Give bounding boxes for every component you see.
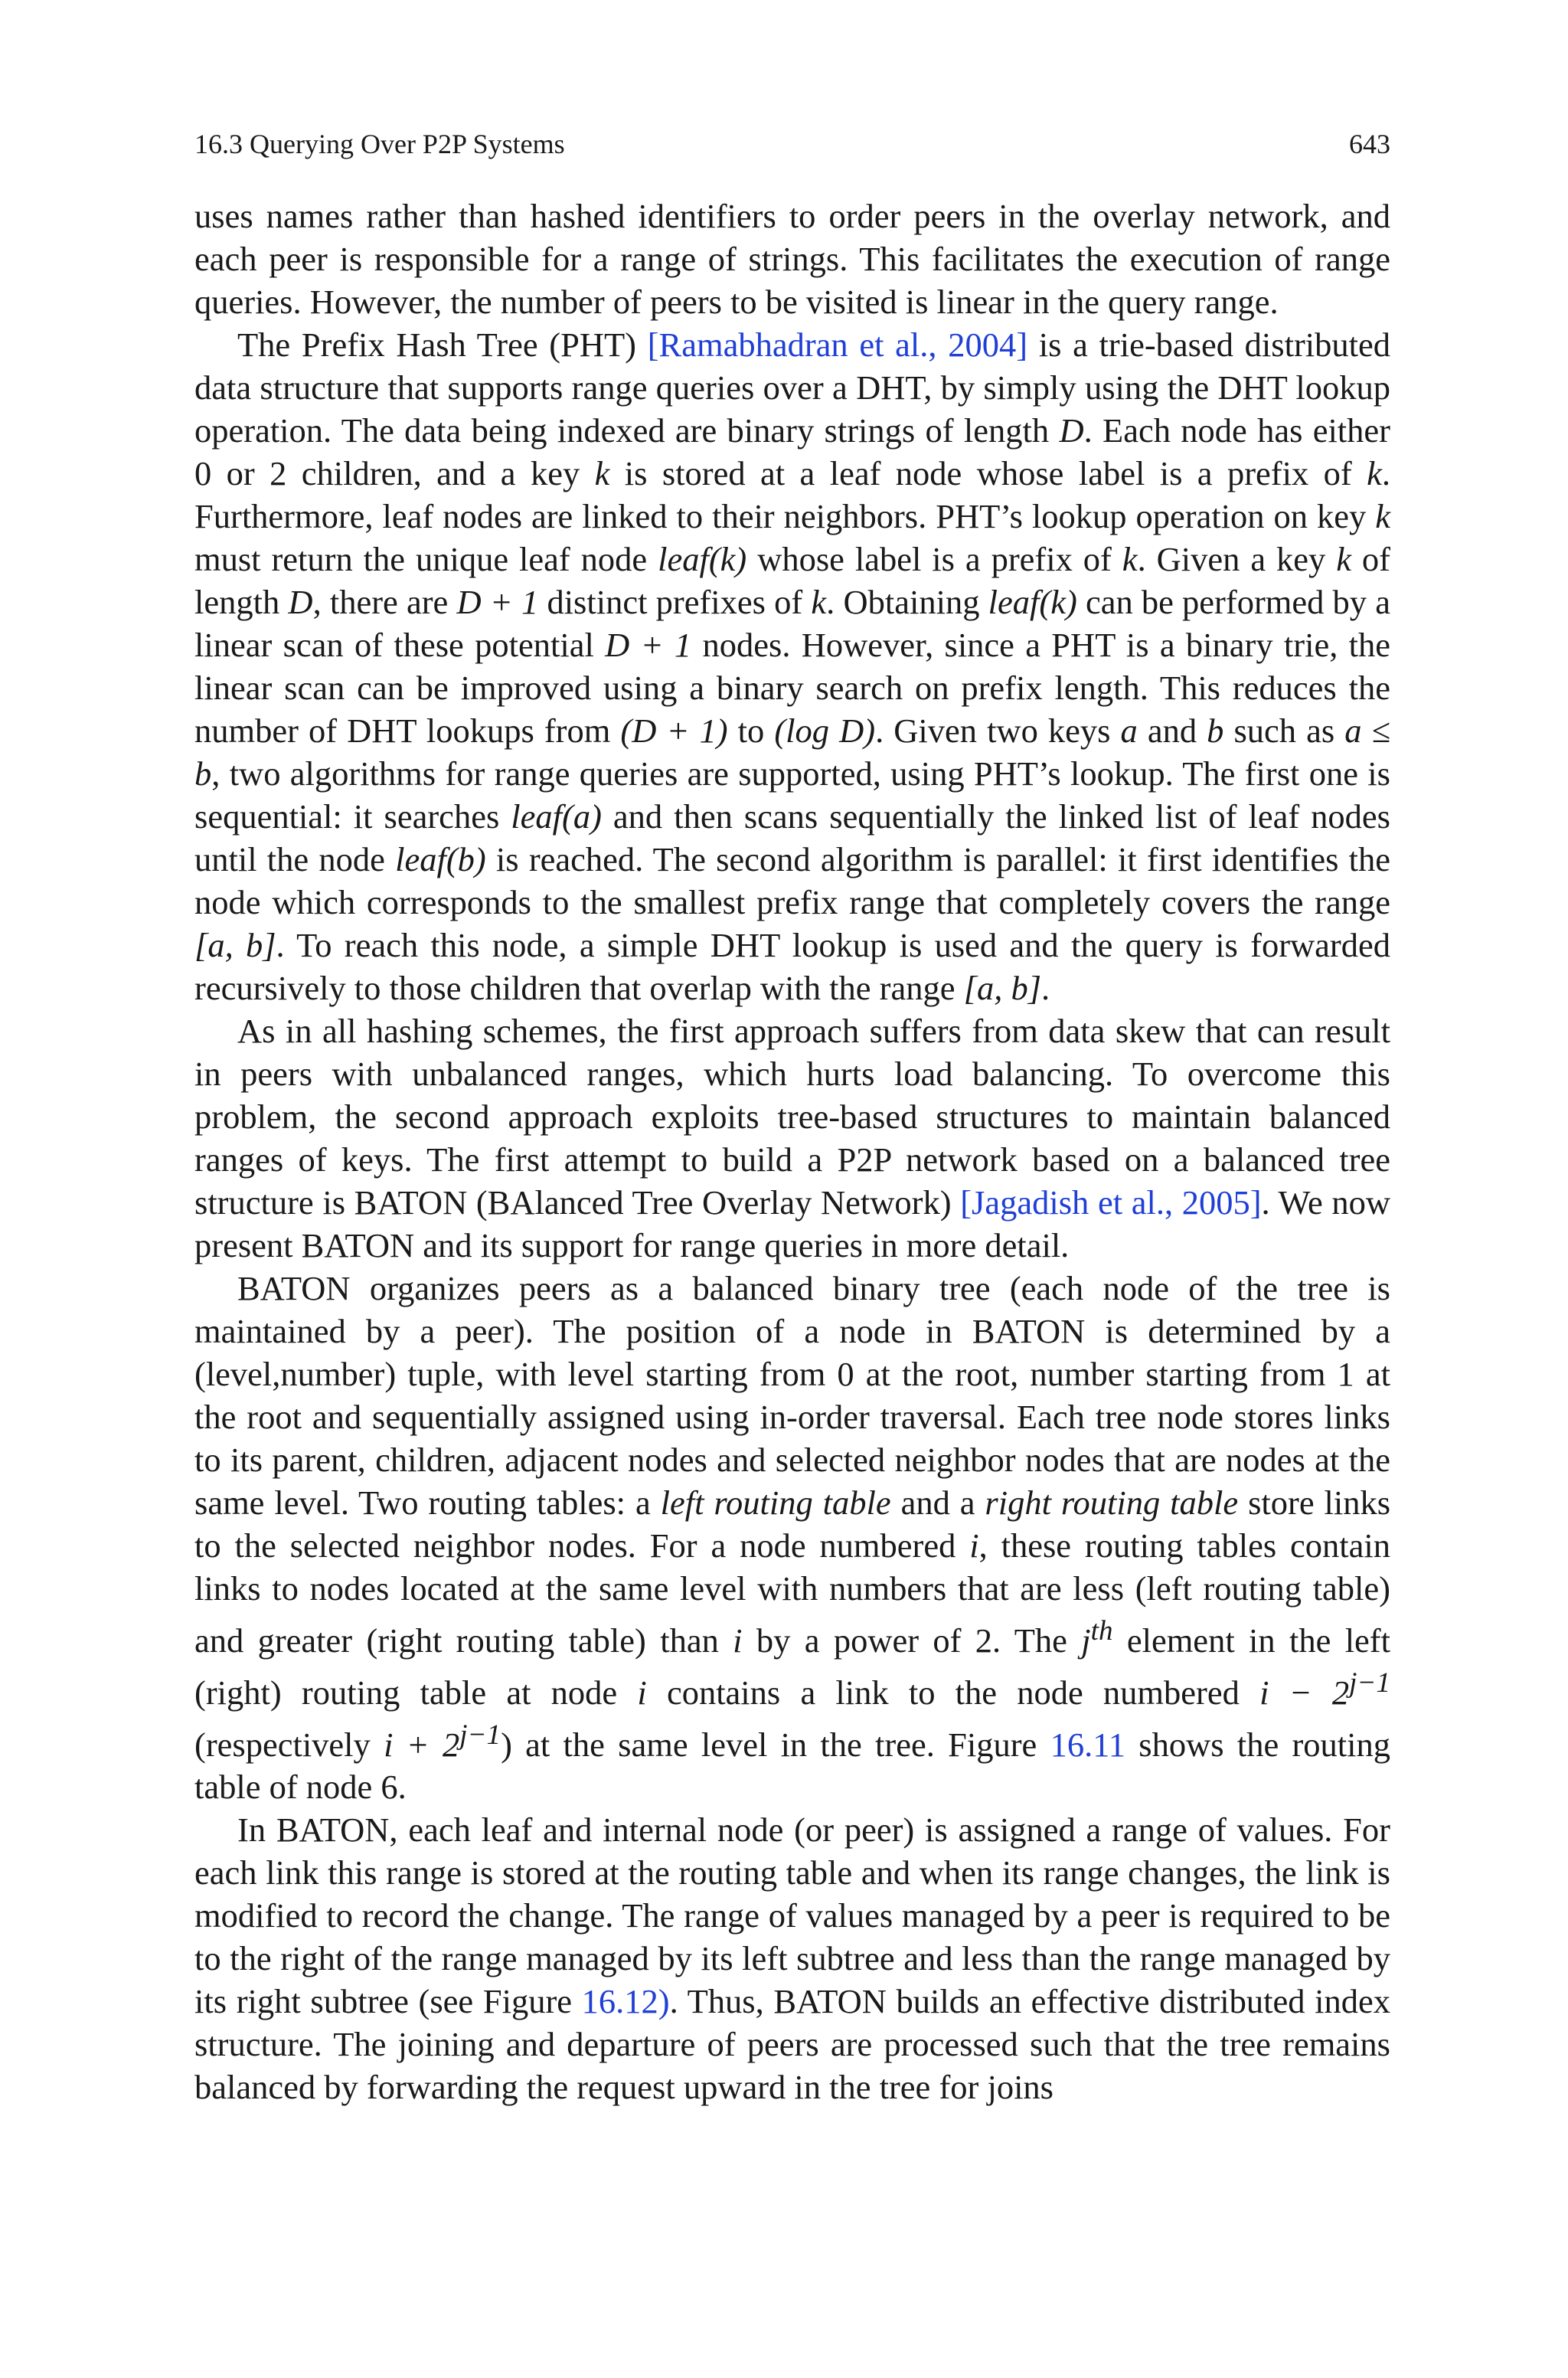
text: , two algorithms for range queries are supported, using PHT’s lookup. The first one is sequential: it searches <box>194 754 1390 836</box>
math-expr: leaf(a) <box>511 797 602 836</box>
text: . Furthermore, leaf nodes are linked to their neighbors. PHT’s lookup operation on key <box>194 454 1390 535</box>
text: ) at the same level in the tree. Figure <box>501 1725 1050 1764</box>
math-superscript: j−1 <box>459 1719 501 1751</box>
citation-ramabhadran-link[interactable]: [Ramabhadran et al., 2004] <box>647 325 1028 364</box>
text: . Each node has either 0 or 2 children, and a key <box>194 411 1390 492</box>
text: to <box>727 711 775 750</box>
paragraph-3 <box>194 1009 1390 1267</box>
math-var: k <box>811 583 827 621</box>
text: The Prefix Hash Tree (PHT) <box>237 325 648 364</box>
text: and <box>1137 711 1207 750</box>
math-expr: i + 2 <box>384 1725 460 1764</box>
emphasis: right routing table <box>985 1483 1239 1522</box>
math-expr: (log D) <box>774 711 876 750</box>
text: of length <box>194 540 1390 621</box>
text: by a power of 2. The <box>742 1621 1082 1660</box>
text: , these routing tables contain links to nodes located at the same level with numbers that are less (left routing table) and greater (right routing table) than <box>194 1526 1390 1660</box>
running-header <box>194 129 1390 159</box>
text: . <box>1041 969 1050 1007</box>
math-var: j <box>1081 1621 1091 1660</box>
math-var: D <box>288 583 313 621</box>
text: can be performed by a linear scan of these potential <box>194 583 1390 664</box>
paragraph-5 <box>194 1808 1390 2108</box>
math-var: D <box>1059 411 1084 450</box>
math-expr: i − 2 <box>1259 1673 1350 1712</box>
math-superscript: j−1 <box>1349 1667 1390 1699</box>
text: BATON organizes peers as a balanced binary tree (each node of the tree is maintained by a peer). The position of a node in BATON is determined by a (level,number) tuple, with level starting from 0 at the root, number starting from 1 at the root and sequentially assigned using in-order traversal. Each tree node stores links to its parent, children, adjacent nodes and selected neighbor nodes that are nodes at the same level. Two routing tables: a <box>194 1269 1390 1522</box>
math-superscript: th <box>1090 1615 1113 1647</box>
text: is stored at a leaf node whose label is a prefix of <box>609 454 1367 492</box>
figure-16-12-link[interactable]: 16.12) <box>581 1982 670 2021</box>
paragraph-2 <box>194 323 1390 1009</box>
text: and a <box>890 1483 985 1522</box>
math-var: k <box>1375 497 1390 535</box>
text: whose label is a prefix of <box>746 540 1122 578</box>
text: . To reach this node, a simple DHT lookup is used and the query is forwarded recursively to those children that overlap with the range <box>194 926 1390 1007</box>
text: must return the unique leaf node <box>194 540 658 578</box>
math-expr: D + 1 <box>456 583 539 621</box>
paragraph-1 <box>194 195 1390 323</box>
text: is a trie-based distributed data structure that supports range queries over a DHT, by simply using the DHT lookup operation. The data being indexed are binary strings of length <box>194 325 1390 450</box>
text: store links to the selected neighbor nodes. For a node numbered <box>194 1483 1391 1565</box>
paragraph-4 <box>194 1267 1390 1808</box>
math-var: k <box>594 454 610 492</box>
text: , there are <box>312 583 457 621</box>
math-expr: (D + 1) <box>620 711 728 750</box>
text: and then scans sequentially the linked list of leaf nodes until the node <box>194 797 1390 878</box>
text: uses names rather than hashed identifiers to order peers in the overlay network, and each peer is responsible for a range of strings. This facilitates the execution of range queries. However, the number of peers to be visited is linear in the query range. <box>194 197 1390 321</box>
text: element in the left (right) routing table at node <box>194 1621 1390 1712</box>
text: such as <box>1223 711 1345 750</box>
math-expr: [a, b] <box>194 926 276 964</box>
figure-16-11-link[interactable]: 16.11 <box>1050 1725 1126 1764</box>
citation-jagadish-link[interactable]: [Jagadish et al., 2005] <box>960 1183 1262 1222</box>
text: . Obtaining <box>826 583 988 621</box>
emphasis: left routing table <box>660 1483 891 1522</box>
math-var: k <box>1122 540 1138 578</box>
text: As in all hashing schemes, the first approach suffers from data skew that can result in peers with unbalanced ranges, which hurts load balancing. To overcome this problem, the second approach exploits tree-based structures to maintain balanced ranges of keys. The first attempt to build a P2P network based on a balanced tree structure is BATON (BAlanced Tree Overlay Network) <box>194 1012 1390 1222</box>
page-number: 643 <box>1349 129 1390 159</box>
text: shows the routing table of node 6. <box>194 1725 1390 1807</box>
math-var: k <box>1367 454 1382 492</box>
math-expr: [a, b] <box>963 969 1042 1007</box>
math-expr: leaf(b) <box>395 840 486 878</box>
text: (respectively <box>194 1725 384 1764</box>
math-expr: D + 1 <box>605 626 692 664</box>
text: distinct prefixes of <box>538 583 812 621</box>
math-var: a <box>1120 711 1138 750</box>
math-var: i <box>733 1621 743 1660</box>
text: . Given two keys <box>875 711 1121 750</box>
body-text <box>194 195 1390 2108</box>
section-title: 16.3 Querying Over P2P Systems <box>194 129 565 159</box>
math-expr: leaf(k) <box>658 540 747 578</box>
text: contains a link to the node numbered <box>646 1673 1260 1712</box>
math-var: b <box>1207 711 1224 750</box>
text: . Thus, BATON builds an effective distributed index structure. The joining and departure of peers are processed such that the tree remains balanced by forwarding the request upward in the tree for joins <box>194 1982 1390 2107</box>
text: . Given a key <box>1137 540 1337 578</box>
math-var: i <box>637 1673 647 1712</box>
text: . We now present BATON and its support for range queries in more detail. <box>194 1183 1390 1264</box>
math-expr: a ≤ b <box>194 711 1390 793</box>
math-var: i <box>969 1526 979 1565</box>
math-var: k <box>1336 540 1351 578</box>
text: In BATON, each leaf and internal node (or peer) is assigned a range of values. For each link this range is stored at the routing table and when its range changes, the link is modified to record the change. The range of values managed by a peer is required to be to the right of the range managed by its left subtree and less than the range managed by its right subtree (see Figure <box>194 1810 1390 2021</box>
text: nodes. However, since a PHT is a binary trie, the linear scan can be improved using a binary search on prefix length. This reduces the number of DHT lookups from <box>194 626 1391 750</box>
math-expr: leaf(k) <box>988 583 1077 621</box>
text: is reached. The second algorithm is parallel: it first identifies the node which corresponds to the smallest prefix range that completely covers the range <box>194 840 1390 921</box>
